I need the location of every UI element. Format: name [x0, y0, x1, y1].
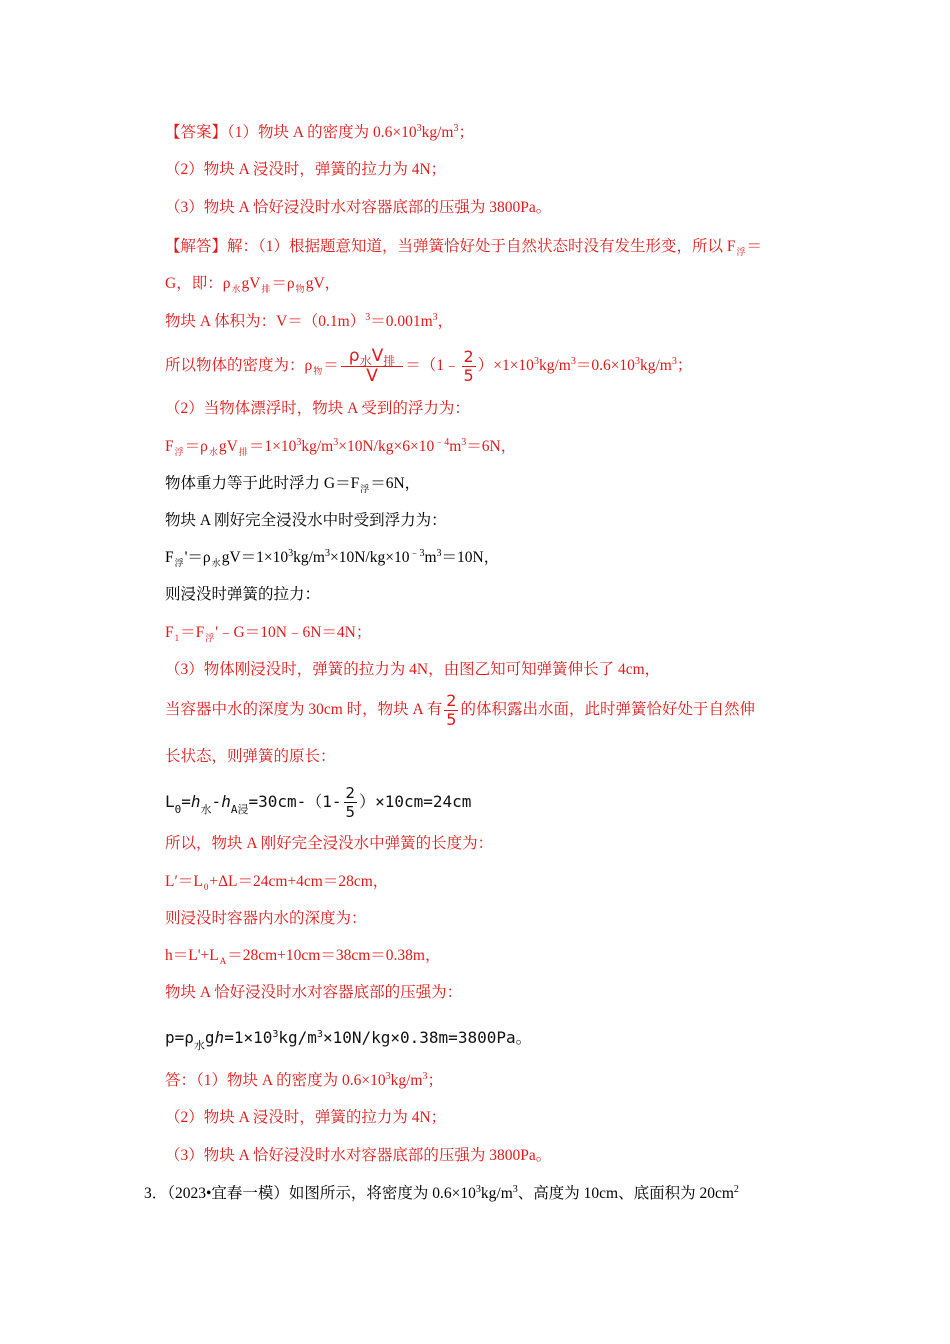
- solution-line-5: （2）当物体漂浮时，物块 A 受到的浮力为：: [165, 400, 470, 417]
- solution-line-6: $F_浮=\rho_水gV_排=1\times 10^3kg/m^3\times 10N/kg\times 6\times 10^{﹣4}m^3=6N$，: [165, 437, 517, 457]
- solution-line-13: 当容器中水的深度为 30cm 时，物块 A 有 $\frac{2}{5}$ 的体积露出水面，此时弹簧恰好处于自然伸: [165, 690, 755, 729]
- answer-line-1: 【答案】（1）物块 A 的密度为 $0.6\times 10^3kg/m^3$；: [165, 123, 474, 141]
- solution-line-15: 所以，物块 A 刚好完全浸没水中弹簧的长度为：: [165, 835, 494, 852]
- fraction-2-5: $\frac{2}{5}$: [463, 346, 474, 385]
- fraction-2-5: $\frac{2}{5}$: [345, 784, 356, 821]
- answer-line-2: （2）物块 A 浸没时，弹簧的拉力为 4N；: [165, 161, 447, 178]
- solution-line-7: 物体重力等于此时浮力 $G=F_浮=6N$，: [165, 475, 421, 494]
- conclusion-line-3: （3）物块 A 恰好浸没时水对容器底部的压强为 3800Pa。: [165, 1147, 552, 1164]
- solution-line-18: $h=L'+L_A=28cm+10cm=38cm=0.38m$，: [165, 947, 441, 966]
- solution-line-19: 物块 A 恰好浸没时水对容器底部的压强为：: [165, 984, 463, 1001]
- fraction-2-5: $\frac{2}{5}$: [446, 690, 457, 729]
- formula-pressure: $p=\rho_水gh=1\times 10^3kg/m^3\times 10N/kg\times 0.38m=3800Pa$。: [165, 1028, 532, 1052]
- formula-spring-length: $L_0=h_水-h_{A浸}=30cm-(1-$ $\frac{2}{5}$ ）×10cm=24cm: [165, 784, 472, 821]
- solution-line-2: G，即：$\rho_水gV_排=\rho_物gV$，: [165, 275, 341, 294]
- answer-line-3: （3）物块 A 恰好浸没时水对容器底部的压强为 3800Pa。: [165, 199, 552, 216]
- solution-line-14: 长状态，则弹簧的原长：: [165, 748, 336, 765]
- solution-tag: 【解答】: [165, 238, 228, 255]
- solution-line-11: $F_1=F_浮'﹣G=10N﹣6N=4N$；: [165, 624, 372, 643]
- solution-line-10: 则浸没时弹簧的拉力：: [165, 586, 321, 603]
- conclusion-line-2: （2）物块 A 浸没时，弹簧的拉力为 4N；: [165, 1109, 447, 1126]
- solution-line-4: 所以物体的密度为：$\rho_物=$ $\frac{\rho_水V_排}{V}$ ＝（1﹣ $\frac{2}{5}$ ）$\times 1\times 10^3kg/m^3=0.6\times 10^3kg/m^3$；: [165, 346, 693, 387]
- solution-line-3: 物块 A 体积为：$V=(0.1m)^3=0.001m^3$，: [165, 312, 454, 330]
- solution-line-16: $L'=L_0+\Delta L=24cm+4cm=28cm$，: [165, 873, 389, 892]
- solution-line-12: （3）物体刚浸没时，弹簧的拉力为 4N，由图乙知可知弹簧伸长了 4cm，: [165, 661, 661, 678]
- solution-line-17: 则浸没时容器内水的深度为：: [165, 910, 367, 927]
- solution-line-1: 【解答】解：（1）根据题意知道，当弹簧恰好处于自然状态时没有发生形变，所以 $F_浮=$: [165, 238, 763, 257]
- conclusion-line-1: 答：（1）物块 A 的密度为 $0.6\times 10^3kg/m^3$；: [165, 1071, 443, 1089]
- solution-line-9: $F_浮'=\rho_水gV=1\times 10^3kg/m^3\times 10N/kg\times 10^{﹣3}m^3=10N$，: [165, 548, 500, 568]
- next-question: 3．（2023•宜春一模）如图所示，将密度为 $0.6\times 10^3kg/m^3$、高度为 10cm、底面积为 $20cm^2$: [144, 1184, 739, 1202]
- answer-tag: 【答案】: [165, 124, 228, 141]
- density-fraction: $\frac{\rho_水V_排}{V}$: [341, 347, 403, 385]
- solution-line-8: 物块 A 刚好完全浸没水中时受到浮力为：: [165, 512, 447, 529]
